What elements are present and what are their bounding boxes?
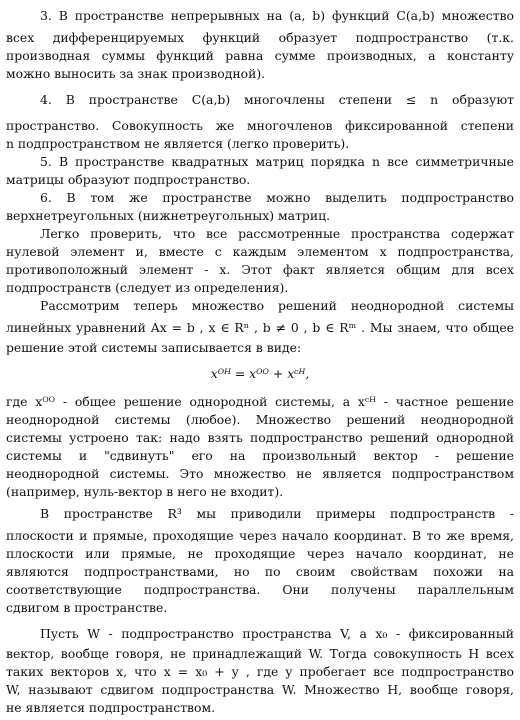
paragraph-line: системы устроено так: надо взять подпространство решений однородной xyxy=(6,430,514,445)
paragraph-line: Легко проверить, что все рассмотренные пространства содержат xyxy=(40,226,514,241)
paragraph-line: матрицы образуют подпространство. xyxy=(6,172,251,187)
paragraph-line: подпространств (следует из определения). xyxy=(6,280,289,295)
paragraph-line: можно выносить за знак производной). xyxy=(6,66,266,81)
paragraph-line: решение этой системы записывается в виде: xyxy=(6,340,302,355)
paragraph-line: неоднородной системы. Это множество не является подпространством xyxy=(6,466,514,481)
paragraph-line: В пространстве R³ мы приводили примеры подпространств - xyxy=(40,506,514,521)
paragraph-line: верхнетреугольных (нижнетреугольных) матриц. xyxy=(6,208,331,223)
paragraph-line: 3. В пространстве непрерывных на (a, b) функций C(a,b) множество xyxy=(40,8,514,23)
paragraph-line: Рассмотрим теперь множество решений неоднородной системы xyxy=(40,298,514,313)
paragraph-line: всех дифференцируемых функций образует подпространство (т.к. xyxy=(6,30,514,45)
paragraph-line: 6. В том же пространстве можно выделить подпространство xyxy=(40,190,514,205)
paragraph-line: системы и "сдвинуть" его на произвольный вектор - решение xyxy=(6,448,514,463)
paragraph-line: сдвигом в пространстве. xyxy=(6,600,168,615)
paragraph-line: W, называют сдвигом подпространства W. Множество H, вообще говоря, xyxy=(6,682,514,697)
paragraph-line: неоднородной системы (любое). Множество решений неоднородной xyxy=(6,412,514,427)
paragraph-line: соответствующие подпространства. Они получены параллельным xyxy=(6,582,514,597)
formula: xᴼᴴ = xᴼᴼ + xᶜᴴ, xyxy=(210,366,310,381)
paragraph-line: n подпространством не является (легко проверить). xyxy=(6,136,350,151)
paragraph-line: линейных уравнений Ax = b , x ∈ Rⁿ , b ≠ 0 , b ∈ Rᵐ . Мы знаем, что общее xyxy=(6,320,514,335)
paragraph-line: вектор, вообще говоря, не принадлежащий W. Тогда совокупность H всех xyxy=(6,646,514,661)
paragraph-line: нулевой элемент и, вместе с каждым элементом x подпространства, xyxy=(6,244,514,259)
paragraph-line: таких векторов x, что x = x₀ + y , где y пробегает все подпространство xyxy=(6,664,514,679)
paragraph-line: противоположный элемент - x. Этот факт является общим для всех xyxy=(6,262,514,277)
paragraph-line: пространство. Совокупность же многочленов фиксированной степени xyxy=(6,118,514,133)
paragraph-line: не является подпространством. xyxy=(6,700,216,715)
paragraph-line: 5. В пространстве квадратных матриц порядка n все симметричные xyxy=(40,154,514,169)
paragraph-line: являются подпространствами, но по своим свойствам похожи на xyxy=(6,564,514,579)
paragraph-line: где xᴼᴼ - общее решение однородной системы, а xᶜᴴ - частное решение xyxy=(6,394,514,409)
paragraph-line: плоскости или прямые, не проходящие через начало координат, не xyxy=(6,546,514,561)
paragraph-line: плоскости и прямые, проходящие через начало координат. В то же время, xyxy=(6,528,514,543)
paragraph-line: 4. В пространстве C(a,b) многочлены степени ≤ n образуют xyxy=(40,92,514,107)
paragraph-line: (например, нуль-вектор в него не входит). xyxy=(6,484,284,499)
paragraph-line: Пусть W - подпространство пространства V, а x₀ - фиксированный xyxy=(40,626,514,641)
paragraph-line: производная суммы функций равна сумме производных, а константу xyxy=(6,48,514,63)
